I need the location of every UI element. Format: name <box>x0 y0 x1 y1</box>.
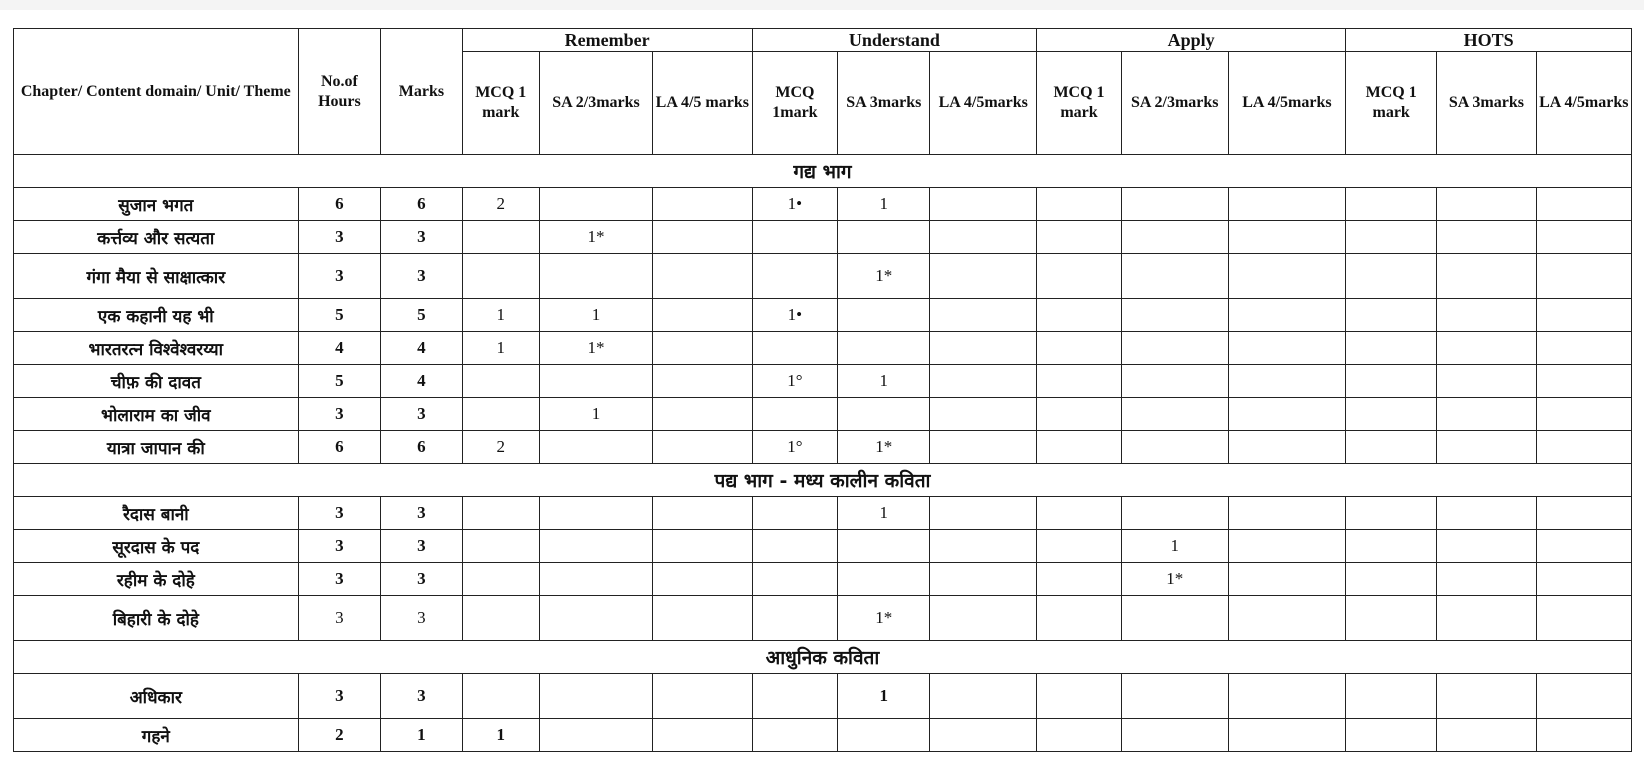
table-row <box>14 398 1632 431</box>
question-count-cell <box>653 497 752 530</box>
question-count-cell <box>1346 563 1437 596</box>
question-count-cell <box>653 431 752 464</box>
question-count-cell <box>1536 719 1631 752</box>
question-count-cell <box>1037 497 1122 530</box>
question-count-cell <box>1346 332 1437 365</box>
question-count-cell <box>539 188 652 221</box>
hours-cell: 3 <box>298 221 381 254</box>
question-count-cell <box>1536 596 1631 641</box>
question-count-cell <box>1037 332 1122 365</box>
question-count-cell <box>838 563 930 596</box>
question-count-cell <box>462 365 539 398</box>
question-count-cell: 1 <box>462 332 539 365</box>
question-count-cell <box>1536 563 1631 596</box>
question-count-cell <box>1536 365 1631 398</box>
question-count-cell <box>653 398 752 431</box>
question-count-cell <box>930 221 1037 254</box>
question-count-cell <box>752 674 838 719</box>
table-row <box>14 221 1632 254</box>
table-row <box>14 299 1632 332</box>
marks-cell: 3 <box>381 596 462 641</box>
question-count-cell <box>1228 254 1345 299</box>
hours-cell: 3 <box>298 497 381 530</box>
question-count-cell <box>539 431 652 464</box>
question-count-cell: 2 <box>462 431 539 464</box>
marks-cell: 4 <box>381 332 462 365</box>
chapter-name: भारतरत्न विश्वेश्वरय्या <box>14 332 299 365</box>
marks-cell: 5 <box>381 299 462 332</box>
question-count-cell: 1° <box>752 431 838 464</box>
question-count-cell <box>752 254 838 299</box>
top-bar <box>0 0 1644 10</box>
question-count-cell <box>1121 188 1228 221</box>
question-count-cell <box>1228 719 1345 752</box>
header-hots: HOTS <box>1346 29 1632 52</box>
header-understand: Understand <box>752 29 1037 52</box>
question-count-cell <box>1346 674 1437 719</box>
question-count-cell <box>1437 530 1536 563</box>
question-count-cell <box>1536 221 1631 254</box>
question-count-cell <box>1121 674 1228 719</box>
header-sub-apply-mcq: MCQ 1 mark <box>1037 52 1122 155</box>
question-count-cell <box>930 596 1037 641</box>
question-count-cell <box>1228 332 1345 365</box>
question-count-cell <box>1437 299 1536 332</box>
question-count-cell <box>752 398 838 431</box>
question-count-cell <box>1228 365 1345 398</box>
section-heading: आधुनिक कविता <box>14 641 1632 674</box>
chapter-name: रहीम के दोहे <box>14 563 299 596</box>
question-count-cell <box>1536 530 1631 563</box>
question-count-cell <box>1346 398 1437 431</box>
question-count-cell <box>1228 188 1345 221</box>
chapter-name: बिहारी के दोहे <box>14 596 299 641</box>
question-count-cell <box>539 563 652 596</box>
question-count-cell <box>1037 431 1122 464</box>
question-count-cell <box>1037 596 1122 641</box>
question-count-cell <box>653 365 752 398</box>
chapter-name: अधिकार <box>14 674 299 719</box>
question-count-cell: 1 <box>1121 530 1228 563</box>
question-count-cell: 1* <box>838 431 930 464</box>
question-count-cell: 1 <box>838 188 930 221</box>
question-count-cell <box>930 431 1037 464</box>
marks-cell: 3 <box>381 254 462 299</box>
question-count-cell <box>1228 431 1345 464</box>
table-row <box>14 563 1632 596</box>
question-count-cell <box>1037 365 1122 398</box>
table-row <box>14 530 1632 563</box>
question-count-cell <box>462 497 539 530</box>
question-count-cell <box>1346 431 1437 464</box>
question-count-cell <box>1121 497 1228 530</box>
question-count-cell <box>462 530 539 563</box>
section-heading: पद्य भाग - मध्य कालीन कविता <box>14 464 1632 497</box>
question-count-cell: 2 <box>462 188 539 221</box>
question-count-cell <box>752 497 838 530</box>
question-count-cell <box>1437 398 1536 431</box>
question-count-cell <box>539 365 652 398</box>
question-count-cell <box>1536 299 1631 332</box>
question-count-cell <box>539 254 652 299</box>
question-count-cell: 1• <box>752 188 838 221</box>
question-count-cell <box>1037 254 1122 299</box>
question-count-cell <box>1037 299 1122 332</box>
chapter-name: चीफ़ की दावत <box>14 365 299 398</box>
question-count-cell: 1 <box>838 497 930 530</box>
hours-cell: 3 <box>298 530 381 563</box>
header-marks: Marks <box>381 29 462 155</box>
marks-cell: 4 <box>381 365 462 398</box>
question-count-cell <box>653 299 752 332</box>
hours-cell: 6 <box>298 188 381 221</box>
table-row <box>14 497 1632 530</box>
question-count-cell <box>752 596 838 641</box>
marks-cell: 3 <box>381 674 462 719</box>
question-count-cell <box>1437 674 1536 719</box>
header-sub-apply-la: LA 4/5marks <box>1228 52 1345 155</box>
question-count-cell: 1 <box>838 674 930 719</box>
question-count-cell <box>1346 221 1437 254</box>
header-remember: Remember <box>462 29 752 52</box>
question-count-cell <box>1346 365 1437 398</box>
question-count-cell <box>462 563 539 596</box>
question-count-cell <box>1037 530 1122 563</box>
question-count-cell <box>462 596 539 641</box>
question-count-cell <box>1037 719 1122 752</box>
question-count-cell <box>1037 563 1122 596</box>
question-count-cell <box>930 674 1037 719</box>
question-count-cell <box>1437 497 1536 530</box>
section-heading: गद्य भाग <box>14 155 1632 188</box>
question-count-cell: 1* <box>1121 563 1228 596</box>
marks-cell: 6 <box>381 188 462 221</box>
question-count-cell <box>1121 431 1228 464</box>
table-row <box>14 188 1632 221</box>
header-sub-understand-la: LA 4/5marks <box>930 52 1037 155</box>
question-count-cell <box>1121 398 1228 431</box>
header-sub-remember-mcq: MCQ 1 mark <box>462 52 539 155</box>
question-count-cell <box>752 221 838 254</box>
table-row <box>14 719 1632 752</box>
question-count-cell: 1° <box>752 365 838 398</box>
question-count-cell <box>1536 497 1631 530</box>
question-count-cell <box>930 254 1037 299</box>
hours-cell: 5 <box>298 299 381 332</box>
question-count-cell <box>462 254 539 299</box>
table-row <box>14 254 1632 299</box>
question-count-cell <box>653 332 752 365</box>
chapter-name: रैदास बानी <box>14 497 299 530</box>
header-sub-remember-la: LA 4/5 marks <box>653 52 752 155</box>
question-count-cell <box>930 332 1037 365</box>
table-row <box>14 365 1632 398</box>
question-count-cell <box>1346 254 1437 299</box>
hours-cell: 4 <box>298 332 381 365</box>
chapter-name: सूरदास के पद <box>14 530 299 563</box>
header-sub-hots-sa: SA 3marks <box>1437 52 1536 155</box>
question-count-cell: 1* <box>539 221 652 254</box>
hours-cell: 3 <box>298 563 381 596</box>
question-count-cell <box>653 254 752 299</box>
chapter-name: गंगा मैया से साक्षात्कार <box>14 254 299 299</box>
question-count-cell: 1• <box>752 299 838 332</box>
question-count-cell: 1* <box>838 254 930 299</box>
header-sub-remember-sa: SA 2/3marks <box>539 52 652 155</box>
table-row <box>14 431 1632 464</box>
question-count-cell <box>1228 221 1345 254</box>
question-count-cell <box>838 398 930 431</box>
question-count-cell <box>930 497 1037 530</box>
question-count-cell <box>539 530 652 563</box>
question-count-cell <box>1536 431 1631 464</box>
header-sub-hots-mcq: MCQ 1 mark <box>1346 52 1437 155</box>
question-count-cell <box>1346 299 1437 332</box>
question-count-cell: 1* <box>838 596 930 641</box>
question-count-cell <box>539 674 652 719</box>
table-row <box>14 332 1632 365</box>
header-sub-hots-la: LA 4/5marks <box>1536 52 1631 155</box>
question-count-cell <box>930 299 1037 332</box>
header-hours: No.of Hours <box>298 29 381 155</box>
question-count-cell <box>838 332 930 365</box>
hours-cell: 2 <box>298 719 381 752</box>
question-count-cell <box>838 299 930 332</box>
marks-cell: 3 <box>381 221 462 254</box>
chapter-name: सुजान भगत <box>14 188 299 221</box>
question-count-cell <box>1346 188 1437 221</box>
question-count-cell <box>462 221 539 254</box>
question-count-cell <box>1437 563 1536 596</box>
question-count-cell <box>752 563 838 596</box>
marks-cell: 3 <box>381 497 462 530</box>
question-count-cell <box>838 719 930 752</box>
question-count-cell <box>1437 254 1536 299</box>
question-count-cell: 1 <box>539 299 652 332</box>
question-count-cell <box>1121 254 1228 299</box>
hours-cell: 3 <box>298 398 381 431</box>
marks-cell: 1 <box>381 719 462 752</box>
question-count-cell <box>1121 299 1228 332</box>
question-count-cell <box>1437 332 1536 365</box>
header-sub-apply-sa: SA 2/3marks <box>1121 52 1228 155</box>
question-count-cell <box>838 221 930 254</box>
question-count-cell <box>1228 398 1345 431</box>
question-count-cell: 1 <box>462 719 539 752</box>
question-count-cell <box>1121 332 1228 365</box>
question-count-cell <box>1037 188 1122 221</box>
question-count-cell <box>1346 497 1437 530</box>
question-count-cell <box>930 365 1037 398</box>
question-count-cell <box>930 398 1037 431</box>
question-count-cell <box>1121 221 1228 254</box>
question-count-cell <box>1037 674 1122 719</box>
question-count-cell <box>653 563 752 596</box>
question-count-cell <box>1437 221 1536 254</box>
question-count-cell <box>1037 221 1122 254</box>
question-count-cell <box>1228 596 1345 641</box>
question-count-cell <box>1037 398 1122 431</box>
question-count-cell <box>653 530 752 563</box>
question-count-cell <box>930 563 1037 596</box>
question-count-cell <box>462 674 539 719</box>
marks-cell: 3 <box>381 398 462 431</box>
chapter-name: यात्रा जापान की <box>14 431 299 464</box>
header-chapter: Chapter/ Content domain/ Unit/ Theme <box>14 29 299 155</box>
header-sub-understand-sa: SA 3marks <box>838 52 930 155</box>
question-count-cell <box>1121 365 1228 398</box>
chapter-name: भोलाराम का जीव <box>14 398 299 431</box>
question-count-cell <box>752 530 838 563</box>
blueprint-table <box>13 28 1632 752</box>
question-count-cell <box>653 188 752 221</box>
question-count-cell <box>539 719 652 752</box>
question-count-cell <box>1536 254 1631 299</box>
question-count-cell <box>838 530 930 563</box>
question-count-cell <box>752 332 838 365</box>
question-count-cell <box>653 221 752 254</box>
question-count-cell <box>1536 332 1631 365</box>
question-count-cell <box>462 398 539 431</box>
question-count-cell <box>539 497 652 530</box>
question-count-cell <box>1536 398 1631 431</box>
header-sub-understand-mcq: MCQ 1mark <box>752 52 838 155</box>
question-count-cell: 1 <box>462 299 539 332</box>
question-count-cell: 1 <box>539 398 652 431</box>
hours-cell: 3 <box>298 596 381 641</box>
question-count-cell <box>1228 563 1345 596</box>
marks-cell: 3 <box>381 563 462 596</box>
hours-cell: 3 <box>298 674 381 719</box>
question-count-cell <box>1437 188 1536 221</box>
question-count-cell <box>1536 188 1631 221</box>
question-count-cell <box>1437 596 1536 641</box>
chapter-name: गहने <box>14 719 299 752</box>
question-count-cell <box>1121 596 1228 641</box>
question-count-cell <box>1228 299 1345 332</box>
header-apply: Apply <box>1037 29 1346 52</box>
question-count-cell: 1 <box>838 365 930 398</box>
hours-cell: 5 <box>298 365 381 398</box>
question-count-cell <box>1228 530 1345 563</box>
question-count-cell <box>1346 719 1437 752</box>
question-count-cell <box>653 719 752 752</box>
hours-cell: 3 <box>298 254 381 299</box>
chapter-name: एक कहानी यह भी <box>14 299 299 332</box>
hours-cell: 6 <box>298 431 381 464</box>
question-count-cell: 1* <box>539 332 652 365</box>
table-row <box>14 674 1632 719</box>
question-count-cell <box>1437 719 1536 752</box>
question-count-cell <box>539 596 652 641</box>
question-count-cell <box>930 719 1037 752</box>
marks-cell: 6 <box>381 431 462 464</box>
question-count-cell <box>1346 596 1437 641</box>
question-count-cell <box>1437 365 1536 398</box>
question-count-cell <box>930 188 1037 221</box>
question-count-cell <box>653 596 752 641</box>
question-count-cell <box>1536 674 1631 719</box>
question-count-cell <box>930 530 1037 563</box>
question-count-cell <box>1228 497 1345 530</box>
question-count-cell <box>1346 530 1437 563</box>
question-count-cell <box>752 719 838 752</box>
chapter-name: कर्त्तव्य और सत्यता <box>14 221 299 254</box>
question-count-cell <box>1437 431 1536 464</box>
question-count-cell <box>1121 719 1228 752</box>
table-row <box>14 596 1632 641</box>
question-count-cell <box>1228 674 1345 719</box>
marks-cell: 3 <box>381 530 462 563</box>
question-count-cell <box>653 674 752 719</box>
